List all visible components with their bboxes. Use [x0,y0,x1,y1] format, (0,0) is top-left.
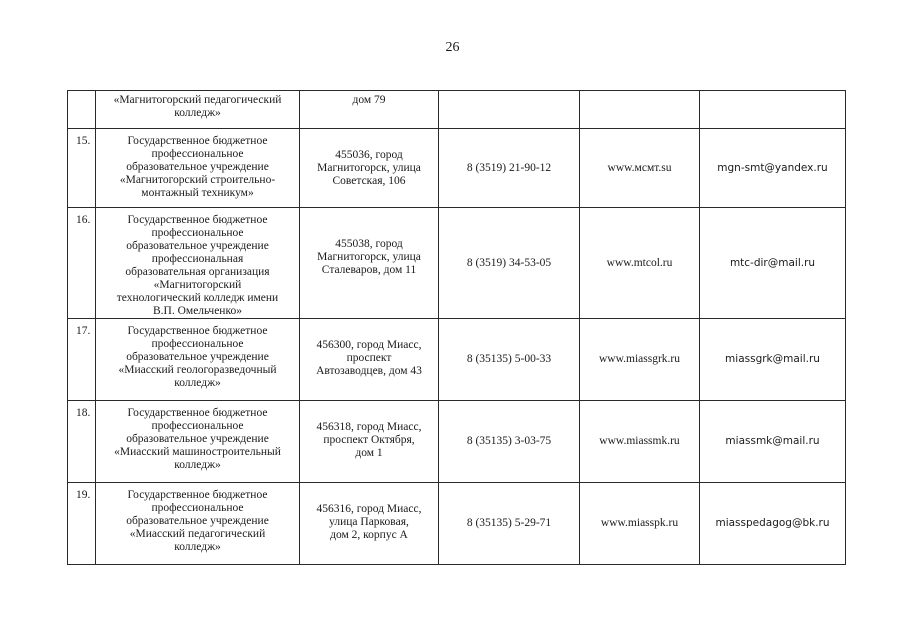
institution-website: www.miasspk.ru [580,483,700,565]
row-number: 19. [68,483,96,565]
institution-website: www.мсмт.su [580,129,700,208]
institution-address: 455038, город Магнитогорск, улица Сталеваров, дом 11 [300,208,439,319]
institution-address: дом 79 [300,91,439,129]
institution-email: mtc-dir@mail.ru [700,208,846,319]
row-number: 16. [68,208,96,319]
institution-name: Государственное бюджетное профессиональное образовательное учреждение «Магнитогорский строительно- монтажный техникум» [96,129,300,208]
institution-name: Государственное бюджетное профессиональное образовательное учреждение «Миасский геологоразведочный колледж» [96,319,300,401]
institution-address: 455036, город Магнитогорск, улица Советская, 106 [300,129,439,208]
institution-phone: 8 (3519) 34-53-05 [439,208,580,319]
row-number [68,91,96,129]
row-number: 15. [68,129,96,208]
institution-website: www.mtcol.ru [580,208,700,319]
institution-website: www.miassgrk.ru [580,319,700,401]
table-row [68,401,846,483]
institution-phone: 8 (35135) 3-03-75 [439,401,580,483]
institution-email: mgn-smt@yandex.ru [700,129,846,208]
institutions-table [67,90,846,565]
row-number: 17. [68,319,96,401]
institution-name: Государственное бюджетное профессиональное образовательное учреждение «Миасский машиностроительный колледж» [96,401,300,483]
institution-email: miasspedagog@bk.ru [700,483,846,565]
institution-phone: 8 (35135) 5-00-33 [439,319,580,401]
row-number: 18. [68,401,96,483]
institution-phone: 8 (35135) 5-29-71 [439,483,580,565]
institution-address: 456318, город Миасс, проспект Октября, дом 1 [300,401,439,483]
table-row [68,129,846,208]
institution-email [700,91,846,129]
table-row [68,319,846,401]
table-row [68,208,846,319]
table-row [68,483,846,565]
institution-email: miassgrk@mail.ru [700,319,846,401]
institution-name: «Магнитогорский педагогический колледж» [96,91,300,129]
institution-address: 456316, город Миасс, улица Парковая, дом 2, корпус А [300,483,439,565]
institution-phone [439,91,580,129]
table-row [68,91,846,129]
institution-name: Государственное бюджетное профессиональное образовательное учреждение «Миасский педагогический колледж» [96,483,300,565]
page-number: 26 [445,40,460,55]
institution-address: 456300, город Миасс, проспект Автозаводцев, дом 43 [300,319,439,401]
institution-phone: 8 (3519) 21-90-12 [439,129,580,208]
institution-website: www.miassmk.ru [580,401,700,483]
institution-email: miassmk@mail.ru [700,401,846,483]
institution-name: Государственное бюджетное профессиональное образовательное учреждение профессиональная образовательная организация «Магнитогорский технологический колледж имени В.П. Омельченко» [96,208,300,319]
institution-website [580,91,700,129]
